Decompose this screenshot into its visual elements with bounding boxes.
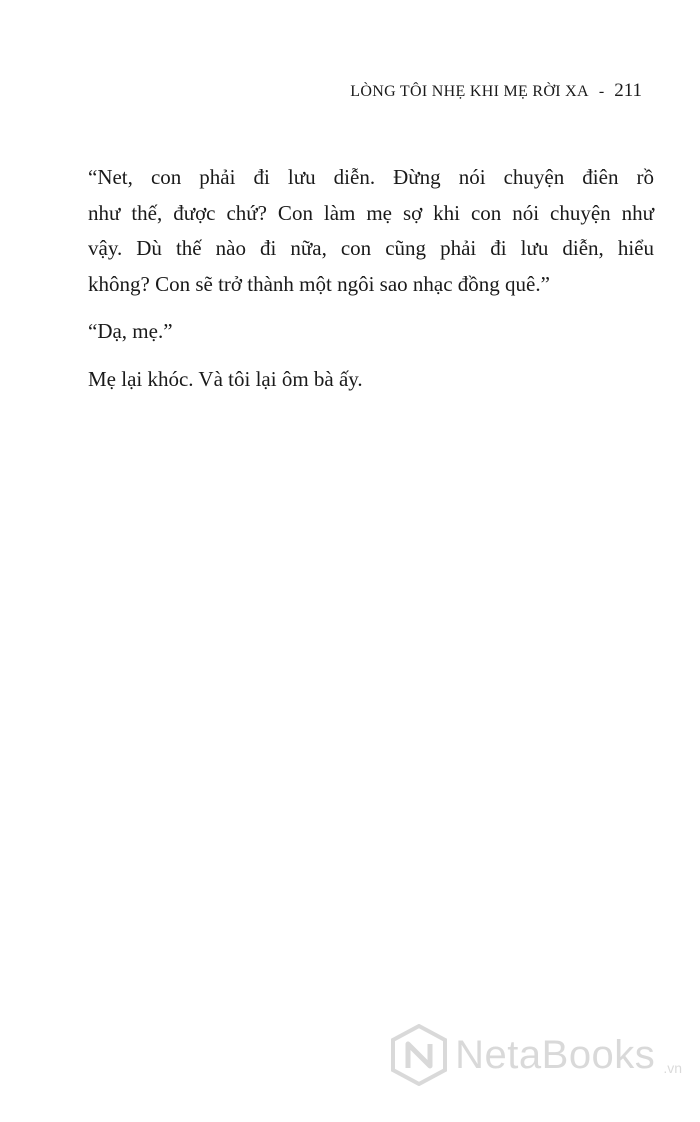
text-line: vậy. Dù thế nào đi nữa, con cũng phải đi lưu diễn, hiểu [88, 236, 654, 260]
watermark [391, 1024, 682, 1086]
chapter-title: LÒNG TÔI NHẸ KHI MẸ RỜI XA [350, 83, 589, 100]
watermark-suffix: .vn [663, 1060, 682, 1076]
page-body [88, 160, 654, 409]
netabooks-logo-icon [391, 1024, 447, 1086]
watermark-brand: NetaBooks [455, 1032, 656, 1077]
text-line: “Net, con phải đi lưu diễn. Đừng nói chuyện điên rồ [88, 165, 654, 189]
paragraph-dialogue-1 [88, 160, 654, 302]
paragraph-narration: Mẹ lại khóc. Và tôi lại ôm bà ấy. [88, 366, 363, 391]
paragraph-dialogue-2: “Dạ, mẹ.” [88, 319, 173, 343]
text-line: không? Con sẽ trở thành một ngôi sao nhạc đồng quê.” [88, 271, 550, 296]
header-separator: - [598, 83, 605, 100]
text-line: như thế, được chứ? Con làm mẹ sợ khi con nói chuyện như [88, 200, 654, 225]
page-number: 211 [614, 80, 642, 101]
running-header [350, 80, 642, 102]
